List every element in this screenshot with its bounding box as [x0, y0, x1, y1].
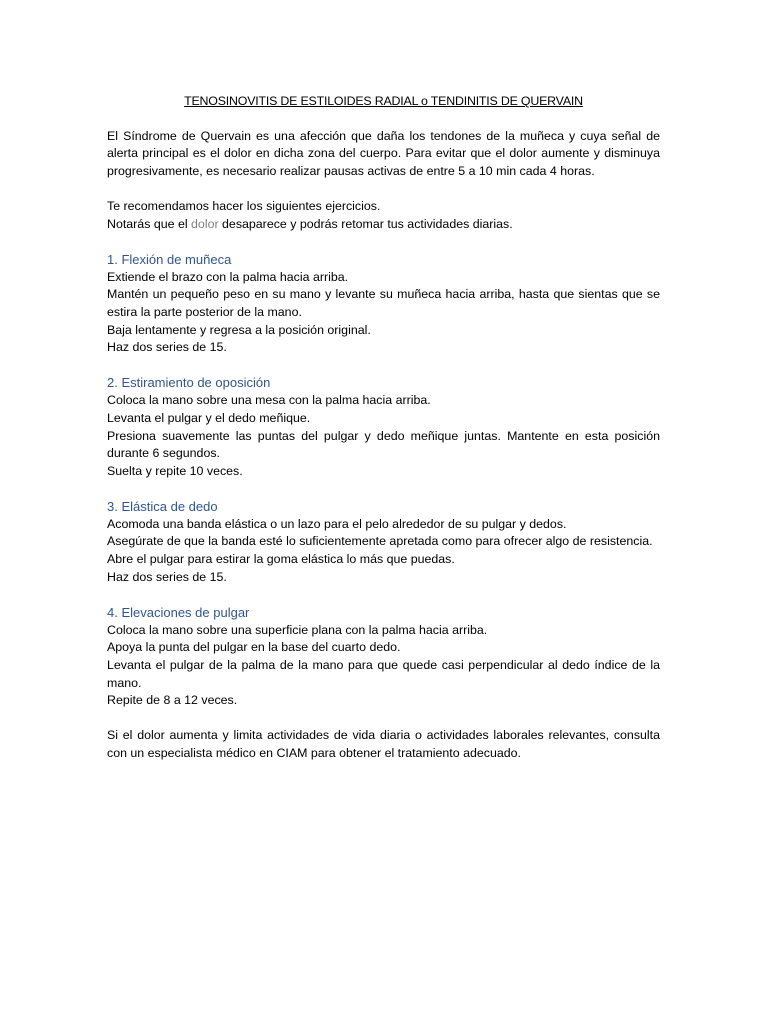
- section-line: Haz dos series de 15.: [107, 569, 227, 584]
- section-2: [107, 374, 660, 480]
- recommend-line: Te recomendamos hacer los siguientes ejercicios.: [107, 198, 381, 213]
- section-line: Haz dos series de 15.: [107, 340, 227, 355]
- section-line: Coloca la mano sobre una superficie plana con la palma hacia arriba.: [107, 622, 488, 637]
- section-line: Levanta el pulgar y el dedo meñique.: [107, 410, 311, 425]
- section-line: Suelta y repite 10 veces.: [107, 463, 243, 478]
- intro-paragraph: El Síndrome de Quervain es una afección que daña los tendones de la muñeca y cuya señal de alerta principal es el dolor en dicha zona del cuerpo. Para evitar que el dolor aumente y disminuya progresivamente, es necesario realizar pausas activas de entre 5 a 10 min cada 4 horas.: [107, 128, 660, 178]
- section-line: Presiona suavemente las puntas del pulgar y dedo meñique juntas. Mantente en esta posición durante 6 segundos.: [107, 428, 660, 461]
- section-line: Acomoda una banda elástica o un lazo para el pelo alrededor de su pulgar y dedos.: [107, 516, 567, 531]
- section-line: Apoya la punta del pulgar en la base del cuarto dedo.: [107, 640, 401, 655]
- document-title: TENOSINOVITIS DE ESTILOIDES RADIAL o TENDINITIS DE QUERVAIN: [184, 94, 583, 108]
- section-1: [107, 251, 660, 357]
- section-line: Coloca la mano sobre una mesa con la palma hacia arriba.: [107, 393, 431, 408]
- section-4: [107, 604, 660, 710]
- document-page: [107, 93, 660, 763]
- note-before: Notarás que el: [107, 216, 192, 231]
- closing-paragraph: Si el dolor aumenta y limita actividades de vida diaria o actividades laborales relevantes, consulta con un especialista médico en CIAM para obtener el tratamiento adecuado.: [107, 728, 660, 760]
- section-3: [107, 498, 660, 586]
- note-line: [107, 216, 660, 234]
- section-heading: 3. Elástica de dedo: [107, 498, 218, 514]
- section-line: Repite de 8 a 12 veces.: [107, 693, 238, 708]
- note-highlight: dolor: [191, 216, 219, 231]
- note-after: desaparece y podrás retomar tus actividades diarias.: [218, 216, 513, 231]
- section-heading: 1. Flexión de muñeca: [107, 251, 232, 267]
- section-line: Asegúrate de que la banda esté lo suficientemente apretada como para ofrecer algo de resistencia.: [107, 534, 653, 549]
- section-line: Levanta el pulgar de la palma de la mano para que quede casi perpendicular al dedo índice de la mano.: [107, 658, 660, 690]
- section-line: Mantén un pequeño peso en su mano y levante su muñeca hacia arriba, hasta que sientas que se estira la parte posterior de la mano.: [107, 287, 660, 319]
- section-heading: 2. Estiramiento de oposición: [107, 375, 271, 391]
- section-heading: 4. Elevaciones de pulgar: [107, 604, 250, 620]
- section-line: Abre el pulgar para estirar la goma elástica lo más que puedas.: [107, 552, 455, 567]
- section-line: Extiende el brazo con la palma hacia arriba.: [107, 269, 349, 284]
- recommendation-block: [107, 198, 660, 233]
- section-line: Baja lentamente y regresa a la posición original.: [107, 322, 371, 337]
